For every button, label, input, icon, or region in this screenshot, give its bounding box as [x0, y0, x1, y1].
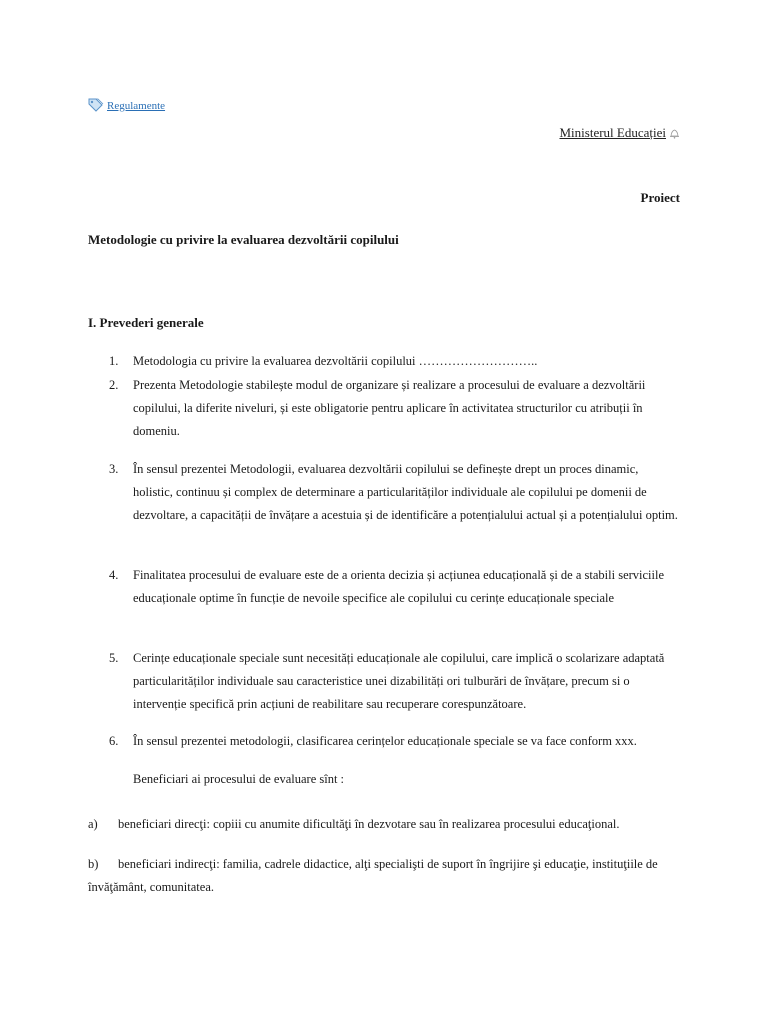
list-item [109, 350, 681, 373]
beneficiaries-intro: Beneficiari ai procesului de evaluare sînt : [133, 772, 345, 786]
list-item-number: 3. [109, 462, 119, 476]
list-item-number: 1. [109, 354, 119, 368]
tag-icon [88, 98, 104, 112]
beneficiary-letter: a) [88, 817, 98, 831]
list-item-text: În sensul prezentei metodologii, clasificarea cerințelor educaționale speciale se va face conform xxx. [133, 734, 637, 748]
ministry-link[interactable] [559, 125, 680, 141]
document-title: Metodologie cu privire la evaluarea dezvoltării copilului [88, 232, 399, 247]
list-item-text: Metodologia cu privire la evaluarea dezvoltării copilului ……………………….. [133, 354, 538, 368]
list-item [109, 730, 681, 753]
bell-icon [669, 128, 680, 139]
list-item-number: 5. [109, 651, 119, 665]
beneficiary-item [88, 813, 682, 836]
beneficiary-letter: b) [88, 857, 99, 871]
list-item [109, 374, 681, 443]
list-item [109, 564, 681, 610]
list-item-text: Prezenta Metodologie stabilește modul de organizare și realizare a procesului de evaluare a dezvoltării copilului, la diferite niveluri, și este obligatorie pentru aplicare în activitatea structurilor cu atribuții în domeniu. [133, 378, 646, 438]
list-item-number: 4. [109, 568, 119, 582]
ministry-label[interactable]: Ministerul Educației [559, 125, 666, 140]
beneficiary-item [88, 853, 682, 899]
list-item-text: Finalitatea procesului de evaluare este de a orienta decizia și acțiunea educațională și de a stabili serviciile educaționale optime în funcție de nevoile specifice ale copilului cu cerințe educaționale speciale [133, 568, 665, 605]
list-item-text: Cerințe educaționale speciale sunt necesități educaționale ale copilului, care implică o scolarizare adaptată particularităților individuale sau caracteristice unei dizabilități ori tulburări de învățare, precum si o intervenție specifică prin acțiuni de reabilitare sau recuperare corespunzătoare. [133, 651, 665, 711]
project-label: Proiect [640, 190, 680, 205]
list-item-number: 2. [109, 378, 119, 392]
list-item [109, 647, 681, 716]
section-heading: I. Prevederi generale [88, 315, 204, 330]
regulamente-link[interactable] [88, 98, 165, 112]
regulamente-link-label[interactable]: Regulamente [107, 100, 166, 112]
list-item [109, 458, 681, 527]
list-item-text: În sensul prezentei Metodologii, evaluarea dezvoltării copilului se definește drept un proces dinamic, holistic, continuu și complex de determinare a particularităților individuale ale copilului pe domenii de dezvoltare, a capacității de învățare a acestuia și de identificăre a potențialului actual și a potențialului optim. [133, 462, 678, 522]
beneficiary-text: beneficiari indirecţi: familia, cadrele didactice, alţi specialişti de suport în îngrijire şi educaţie, instituţiile de învăţământ, comunitatea. [88, 857, 658, 894]
beneficiary-text: beneficiari direcţi: copiii cu anumite dificultăţi în dezvotare sau în realizarea procesului educaţional. [118, 817, 620, 831]
list-item-number: 6. [109, 734, 119, 748]
